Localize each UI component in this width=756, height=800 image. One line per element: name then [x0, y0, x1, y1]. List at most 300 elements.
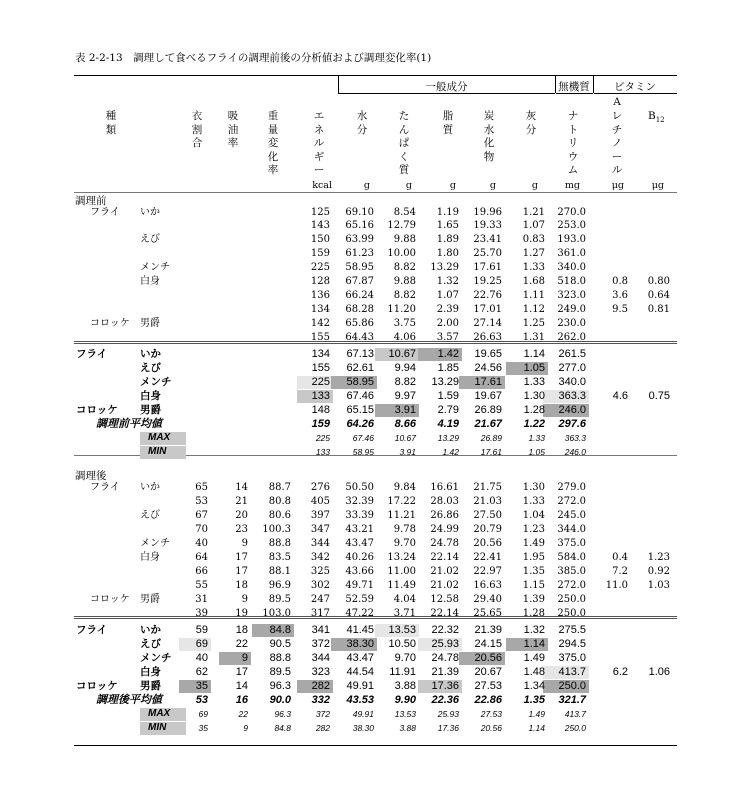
cell-w: 58.95 — [352, 447, 374, 457]
cell-e: 125 — [310, 207, 330, 218]
cell-e: 142 — [310, 318, 330, 329]
group-mineral: 無機質 — [558, 81, 590, 93]
cell-w: 41.45 — [346, 624, 374, 636]
cell-cb: 16.63 — [473, 580, 502, 591]
row-category: コロッケ — [76, 680, 118, 692]
cell-oil: 18 — [235, 580, 248, 591]
cell-a: 1.15 — [522, 580, 545, 591]
table-row — [0, 637, 756, 651]
cell-e: 332 — [311, 694, 330, 706]
cell-cb: 21.03 — [473, 496, 502, 507]
cell-oil: 19 — [235, 608, 248, 619]
unit-energy: kcal — [312, 180, 332, 191]
cell-e: 325 — [310, 566, 330, 577]
cell-na: 321.7 — [558, 694, 586, 706]
minmax-label: MAX — [148, 432, 171, 443]
table-row — [0, 623, 756, 637]
cell-cb: 20.79 — [473, 524, 502, 535]
row-item: 男爵 — [140, 318, 160, 329]
cell-a: 1.28 — [523, 404, 545, 416]
row-item: 白身 — [140, 552, 160, 563]
cell-a: 1.31 — [522, 332, 545, 343]
cell-a: 1.07 — [522, 220, 545, 231]
cell-coat: 67 — [195, 510, 208, 521]
cell-p: 10.67 — [394, 433, 416, 443]
cell-cb: 17.61 — [474, 376, 502, 388]
cell-na: 363.3 — [558, 390, 586, 402]
cell-f: 3.57 — [436, 332, 459, 343]
cell-cb: 26.63 — [473, 332, 502, 343]
cell-f: 1.32 — [436, 276, 459, 287]
cell-cb: 25.70 — [473, 248, 502, 259]
row-item: いか — [140, 348, 161, 360]
cell-e: 405 — [310, 496, 330, 507]
cell-p: 12.79 — [387, 220, 416, 231]
cell-w: 63.99 — [345, 234, 374, 245]
cell-p: 3.88 — [399, 723, 416, 733]
cell-na: 262.0 — [557, 332, 586, 343]
top-rule — [74, 75, 677, 76]
unit-fat: g — [449, 180, 456, 191]
cell-e: 347 — [310, 524, 330, 535]
row-item: いか — [140, 482, 160, 493]
cell-na: 246.0 — [558, 404, 586, 416]
cell-f: 1.65 — [436, 220, 459, 231]
cell-w: 58.95 — [345, 262, 374, 273]
cell-b12: 0.80 — [647, 276, 670, 287]
cell-w: 69.10 — [345, 207, 374, 218]
cell-na: 297.6 — [558, 418, 586, 430]
cell-oil: 16 — [235, 694, 248, 706]
cell-coat: 53 — [195, 496, 208, 507]
cell-a: 1.05 — [528, 447, 545, 457]
cell-va: 0.8 — [612, 276, 628, 287]
cell-va: 3.6 — [612, 290, 628, 301]
table-row — [0, 651, 756, 665]
cell-e: 225 — [310, 262, 330, 273]
cell-f: 25.93 — [437, 709, 459, 719]
cell-na: 250.0 — [564, 723, 586, 733]
row-item: メンチ — [140, 262, 170, 273]
cell-e: 344 — [310, 538, 330, 549]
cell-f: 1.07 — [436, 290, 459, 301]
cell-f: 22.14 — [430, 608, 459, 619]
cell-na: 363.3 — [564, 433, 586, 443]
cell-a: 1.05 — [523, 362, 545, 374]
cell-e: 155 — [310, 332, 330, 343]
cell-w: 33.39 — [345, 510, 374, 521]
table-row — [0, 347, 756, 361]
cell-w: 67.46 — [346, 390, 374, 402]
cell-na: 270.0 — [557, 207, 586, 218]
cell-a: 1.34 — [523, 680, 545, 692]
cell-f: 22.36 — [431, 694, 459, 706]
cell-b12: 1.06 — [648, 666, 670, 678]
cell-f: 17.36 — [431, 680, 459, 692]
cell-w: 43.53 — [346, 694, 374, 706]
cell-na: 249.0 — [557, 304, 586, 315]
cell-e: 342 — [310, 552, 330, 563]
row-category: コロッケ — [90, 318, 130, 329]
cell-f: 13.29 — [437, 433, 459, 443]
cell-w: 66.24 — [345, 290, 374, 301]
cell-oil: 20 — [235, 510, 248, 521]
cell-a: 1.39 — [522, 594, 545, 605]
cell-wt: 96.3 — [274, 709, 291, 719]
cell-p: 11.21 — [387, 510, 416, 521]
average-row — [0, 693, 756, 707]
cell-e: 282 — [315, 723, 330, 733]
col-weight-change: 重量変化率 — [267, 110, 279, 176]
table-row — [0, 579, 756, 593]
cell-wt: 89.5 — [269, 666, 291, 678]
cell-cb: 21.75 — [473, 482, 502, 493]
cell-wt: 88.7 — [268, 482, 291, 493]
col-oil-absorption: 吸油率 — [227, 110, 239, 149]
cell-w: 47.22 — [345, 608, 374, 619]
cell-na: 584.0 — [557, 552, 586, 563]
cell-coat: 35 — [195, 680, 208, 692]
cell-p: 11.20 — [387, 304, 416, 315]
cell-cb: 20.56 — [474, 652, 502, 664]
cell-e: 159 — [310, 248, 330, 259]
row-category: フライ — [90, 207, 120, 218]
cell-b12: 0.92 — [647, 566, 670, 577]
row-item: えび — [140, 362, 161, 374]
cell-na: 253.0 — [557, 220, 586, 231]
cell-f: 1.85 — [437, 362, 459, 374]
cell-p: 13.53 — [388, 624, 416, 636]
table-row — [0, 403, 756, 417]
table-row — [0, 565, 756, 579]
cell-b12: 1.03 — [647, 580, 670, 591]
row-item: えび — [140, 638, 161, 650]
cell-f: 24.99 — [430, 524, 459, 535]
cell-a: 1.32 — [523, 624, 545, 636]
cell-e: 397 — [310, 510, 330, 521]
cell-a: 1.14 — [523, 638, 545, 650]
cell-p: 8.66 — [394, 418, 416, 430]
cell-na: 261.5 — [558, 348, 586, 360]
cell-a: 1.22 — [523, 418, 545, 430]
cell-a: 1.35 — [522, 566, 545, 577]
table-row — [0, 679, 756, 693]
cell-na: 294.5 — [558, 638, 586, 650]
cell-f: 22.14 — [430, 552, 459, 563]
cell-cb: 19.67 — [474, 390, 502, 402]
cell-w: 44.54 — [346, 666, 374, 678]
cell-p: 9.94 — [394, 362, 416, 374]
unit-sodium: mg — [564, 180, 580, 191]
cell-na: 246.0 — [564, 447, 586, 457]
cell-a: 1.48 — [523, 666, 545, 678]
table-row — [0, 289, 756, 303]
cell-e: 225 — [315, 433, 330, 443]
cell-cb: 19.33 — [473, 220, 502, 231]
table-row — [0, 317, 756, 331]
cell-w: 67.46 — [352, 433, 374, 443]
cell-a: 1.33 — [528, 433, 545, 443]
cell-e: 148 — [311, 404, 330, 416]
cell-cb: 17.61 — [480, 447, 502, 457]
cell-a: 1.49 — [523, 652, 545, 664]
cell-na: 250.0 — [557, 608, 586, 619]
cell-coat: 66 — [195, 566, 208, 577]
cell-p: 9.88 — [393, 234, 416, 245]
cell-na: 340.0 — [558, 376, 586, 388]
col-type: 種類 — [105, 110, 117, 136]
col-retinol: レチノール — [611, 110, 623, 176]
cell-cb: 22.86 — [474, 694, 502, 706]
cell-e: 372 — [311, 638, 330, 650]
row-item: えび — [140, 510, 160, 521]
cell-f: 25.93 — [431, 638, 459, 650]
minmax-row — [0, 445, 756, 459]
cell-cb: 27.53 — [474, 680, 502, 692]
table-row — [0, 331, 756, 345]
minmax-row — [0, 707, 756, 721]
cell-f: 21.39 — [431, 666, 459, 678]
cell-a: 1.12 — [522, 304, 545, 315]
cell-na: 193.0 — [557, 234, 586, 245]
cell-cb: 26.89 — [474, 404, 502, 416]
cell-a: 1.11 — [522, 290, 545, 301]
cell-wt: 84.8 — [274, 723, 291, 733]
col-sodium: ナトリウム — [567, 110, 579, 176]
cell-wt: 83.5 — [268, 552, 291, 563]
cell-w: 50.50 — [345, 482, 374, 493]
cell-p: 11.00 — [387, 566, 416, 577]
cell-f: 2.39 — [436, 304, 459, 315]
table-row — [0, 481, 756, 495]
cell-a: 1.30 — [522, 482, 545, 493]
row-item: 白身 — [140, 390, 161, 402]
cell-oil: 18 — [235, 624, 248, 636]
table-row — [0, 275, 756, 289]
cell-va: 4.6 — [612, 390, 628, 402]
cell-w: 68.28 — [345, 304, 374, 315]
cell-wt: 96.3 — [269, 680, 291, 692]
cell-na: 344.0 — [557, 524, 586, 535]
cell-na: 385.0 — [557, 566, 586, 577]
cell-p: 9.70 — [394, 652, 416, 664]
minmax-row — [0, 721, 756, 735]
cell-p: 3.71 — [393, 608, 416, 619]
cell-f: 1.80 — [436, 248, 459, 259]
cell-e: 302 — [310, 580, 330, 591]
cell-p: 11.49 — [387, 580, 416, 591]
table-row — [0, 593, 756, 607]
cell-na: 323.0 — [557, 290, 586, 301]
row-category: フライ — [76, 348, 108, 360]
cell-oil: 22 — [238, 709, 248, 719]
cell-w: 62.61 — [346, 362, 374, 374]
cell-e: 372 — [315, 709, 330, 719]
cell-na: 375.0 — [557, 538, 586, 549]
cell-w: 67.87 — [345, 276, 374, 287]
cell-cb: 20.56 — [480, 723, 502, 733]
row-item: 白身 — [140, 666, 161, 678]
cell-cb: 25.65 — [473, 608, 502, 619]
cell-w: 43.66 — [345, 566, 374, 577]
cell-p: 8.54 — [393, 207, 416, 218]
table-row — [0, 361, 756, 375]
cell-e: 276 — [310, 482, 330, 493]
cell-oil: 17 — [235, 566, 248, 577]
cell-w: 64.26 — [346, 418, 374, 430]
cell-a: 1.49 — [528, 709, 545, 719]
average-row — [0, 417, 756, 431]
cell-wt: 88.1 — [268, 566, 291, 577]
cell-wt: 88.8 — [269, 652, 291, 664]
cell-p: 9.70 — [393, 538, 416, 549]
col-ash: 灰分 — [525, 110, 537, 136]
cell-e: 150 — [310, 234, 330, 245]
cell-cb: 27.14 — [473, 318, 502, 329]
cell-wt: 88.8 — [268, 538, 291, 549]
cell-a: 1.23 — [522, 524, 545, 535]
row-item: 白身 — [140, 276, 160, 287]
cell-coat: 31 — [195, 594, 208, 605]
cell-f: 13.29 — [430, 262, 459, 273]
cell-p: 10.67 — [388, 348, 416, 360]
cell-p: 10.50 — [388, 638, 416, 650]
cell-a: 1.27 — [522, 248, 545, 259]
cell-p: 13.24 — [387, 552, 416, 563]
cell-coat: 35 — [198, 723, 208, 733]
row-item: いか — [140, 624, 161, 636]
cell-a: 1.35 — [523, 694, 545, 706]
cell-wt: 103.0 — [262, 608, 291, 619]
row-category: コロッケ — [90, 594, 130, 605]
cell-a: 1.33 — [522, 262, 545, 273]
unit-retinol: μg — [611, 180, 624, 191]
col-water: 水分 — [356, 110, 368, 136]
cell-oil: 9 — [241, 538, 248, 549]
cell-oil: 22 — [235, 638, 248, 650]
cell-f: 17.36 — [437, 723, 459, 733]
table-row — [0, 665, 756, 679]
cell-coat: 40 — [195, 538, 208, 549]
cell-na: 413.7 — [564, 709, 586, 719]
cell-a: 1.68 — [522, 276, 545, 287]
cell-e: 143 — [310, 220, 330, 231]
cell-f: 21.02 — [430, 566, 459, 577]
cell-wt: 80.8 — [268, 496, 291, 507]
cell-e: 159 — [311, 418, 330, 430]
cell-b12: 0.81 — [647, 304, 670, 315]
table-row — [0, 303, 756, 317]
cell-oil: 17 — [235, 666, 248, 678]
cell-f: 2.79 — [437, 404, 459, 416]
cell-p: 17.22 — [387, 496, 416, 507]
cell-cb: 22.76 — [473, 290, 502, 301]
cell-oil: 14 — [235, 482, 248, 493]
cell-a: 1.14 — [523, 348, 545, 360]
col-vitamin-a-label: A — [613, 96, 621, 108]
cell-coat: 70 — [195, 524, 208, 535]
cell-va: 9.5 — [612, 304, 628, 315]
cell-a: 1.04 — [522, 510, 545, 521]
cell-va: 11.0 — [605, 580, 628, 591]
cell-f: 2.00 — [436, 318, 459, 329]
cell-e: 134 — [311, 348, 330, 360]
cell-wt: 90.0 — [269, 694, 291, 706]
cell-f: 26.86 — [430, 510, 459, 521]
section-before: 調理前 — [75, 195, 107, 207]
unit-b12: μg — [651, 180, 664, 191]
cell-va: 7.2 — [612, 566, 628, 577]
cell-f: 24.78 — [431, 652, 459, 664]
cell-f: 4.19 — [437, 418, 459, 430]
cell-f: 24.78 — [430, 538, 459, 549]
cell-coat: 69 — [198, 709, 208, 719]
cell-na: 230.0 — [557, 318, 586, 329]
cell-wt: 90.5 — [269, 638, 291, 650]
cell-p: 9.97 — [394, 390, 416, 402]
col-vitamin-b12: $B_{12}$ — [648, 110, 665, 125]
unit-ash: g — [531, 180, 538, 191]
minmax-label: MIN — [148, 722, 167, 733]
cell-coat: 59 — [195, 624, 208, 636]
cell-cb: 20.67 — [474, 666, 502, 678]
cell-w: 38.30 — [346, 638, 374, 650]
cell-f: 13.29 — [431, 376, 459, 388]
cell-f: 12.58 — [430, 594, 459, 605]
row-item: メンチ — [140, 652, 172, 664]
cell-p: 9.84 — [393, 482, 416, 493]
cell-coat: 69 — [195, 638, 208, 650]
table-row — [0, 261, 756, 275]
cell-cb: 22.97 — [473, 566, 502, 577]
table-row — [0, 375, 756, 389]
cell-cb: 27.50 — [473, 510, 502, 521]
cell-a: 1.33 — [523, 376, 545, 388]
table-row — [0, 523, 756, 537]
cell-na: 375.0 — [558, 652, 586, 664]
cell-p: 8.82 — [394, 376, 416, 388]
cell-p: 8.82 — [393, 262, 416, 273]
col-coat-ratio: 衣割合 — [191, 110, 203, 149]
table-row — [0, 537, 756, 551]
row-category: フライ — [76, 624, 108, 636]
cell-coat: 39 — [195, 608, 208, 619]
cell-p: 9.88 — [393, 276, 416, 287]
row-item: 男爵 — [140, 594, 160, 605]
cell-p: 4.04 — [393, 594, 416, 605]
cell-w: 65.86 — [345, 318, 374, 329]
cell-e: 133 — [311, 390, 330, 402]
row-item: 男爵 — [140, 404, 161, 416]
table-row — [0, 509, 756, 523]
cell-e: 225 — [311, 376, 330, 388]
cell-na: 277.0 — [558, 362, 586, 374]
cell-w: 43.47 — [345, 538, 374, 549]
row-item: えび — [140, 234, 160, 245]
cell-oil: 17 — [235, 552, 248, 563]
cell-oil: 9 — [241, 652, 248, 664]
cell-a: 1.21 — [522, 207, 545, 218]
unit-water: g — [363, 180, 370, 191]
cell-na: 245.0 — [557, 510, 586, 521]
cell-na: 518.0 — [557, 276, 586, 287]
table-row — [0, 219, 756, 233]
header-rule — [74, 192, 677, 193]
cell-va: 6.2 — [612, 666, 628, 678]
table-row — [0, 233, 756, 247]
cell-cb: 27.53 — [480, 709, 502, 719]
cell-p: 10.00 — [387, 248, 416, 259]
